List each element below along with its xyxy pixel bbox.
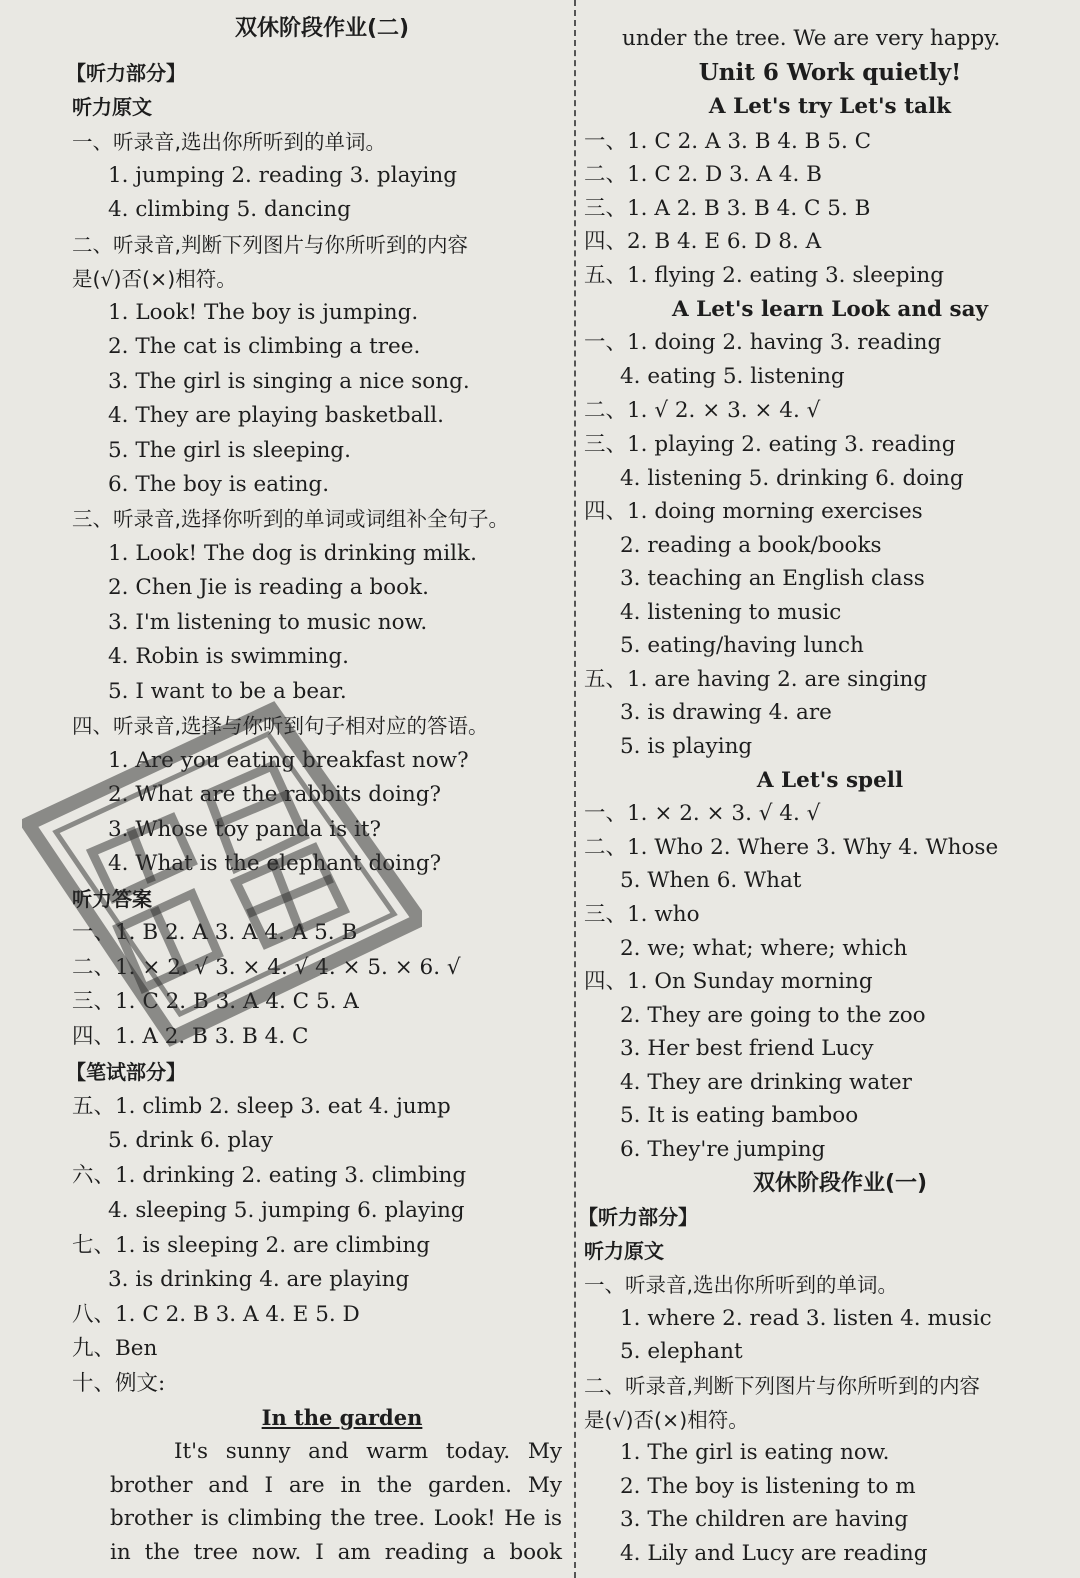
- spell-4d: 4. They are drinking water: [620, 1070, 912, 1095]
- spell-2a: 二、1. Who 2. Where 3. Why 4. Whose: [584, 835, 999, 860]
- essay-title-wrap: [92, 1403, 592, 1434]
- try-talk-2: 二、1. C 2. D 3. A 4. B: [584, 162, 822, 187]
- learn-5b: 3. is drawing 4. are: [620, 700, 832, 725]
- question-4: 四、听录音,选择与你听到句子相对应的答语。: [72, 714, 489, 738]
- learn-4c: 3. teaching an English class: [620, 566, 925, 591]
- learn-5a: 五、1. are having 2. are singing: [584, 667, 928, 692]
- listening-part-heading: 【听力部分】: [66, 61, 186, 85]
- try-talk-4: 四、2. B 4. E 6. D 8. A: [584, 229, 822, 254]
- learn-2: 二、1. √ 2. × 3. × 4. √: [584, 398, 821, 423]
- learn-4b: 2. reading a book/books: [620, 533, 882, 558]
- listening-text-heading: 听力原文: [72, 95, 152, 119]
- listening-answer-1: 一、1. B 2. A 3. A 4. A 5. B: [72, 920, 358, 945]
- q4-sentence-1: 1. Are you eating breakfast now?: [108, 748, 469, 773]
- essay-line-2: brother and I are in the garden. My: [110, 1472, 562, 1498]
- written-9: 九、Ben: [72, 1336, 158, 1361]
- listening-answer-3: 三、1. C 2. B 3. A 4. C 5. A: [72, 989, 359, 1014]
- essay-paragraph: [110, 1435, 562, 1569]
- try-talk-1: 一、1. C 2. A 3. B 4. B 5. C: [584, 129, 872, 154]
- q3-sentence-3: 3. I'm listening to music now.: [108, 610, 428, 635]
- essay-title: In the garden: [261, 1405, 423, 1430]
- listening-answers-heading: 听力答案: [72, 887, 152, 911]
- written-7-line-2: 3. is drinking 4. are playing: [108, 1267, 410, 1292]
- essay-line-3: brother is climbing the tree. Look! He is: [110, 1506, 562, 1531]
- q4-sentence-3: 3. Whose toy panda is it?: [108, 817, 382, 842]
- q3-sentence-2: 2. Chen Jie is reading a book.: [108, 575, 429, 600]
- right-listening-part-heading: 【听力部分】: [578, 1205, 698, 1229]
- written-6-line-2: 4. sleeping 5. jumping 6. playing: [108, 1198, 465, 1223]
- q4-sentence-2: 2. What are the rabbits doing?: [108, 782, 442, 807]
- right-q2-sentence-4: 4. Lily and Lucy are reading: [620, 1541, 928, 1566]
- q2-sentence-4: 4. They are playing basketball.: [108, 403, 444, 428]
- stamp-seal-icon: [22, 692, 422, 1072]
- learn-4d: 4. listening to music: [620, 600, 842, 625]
- learn-4e: 5. eating/having lunch: [620, 633, 864, 658]
- column-divider: [574, 0, 576, 1578]
- written-8: 八、1. C 2. B 3. A 4. E 5. D: [72, 1302, 360, 1327]
- q1-line-2: 4. climbing 5. dancing: [108, 197, 351, 222]
- try-talk-5: 五、1. flying 2. eating 3. sleeping: [584, 263, 944, 288]
- spell-1: 一、1. × 2. × 3. √ 4. √: [584, 801, 821, 826]
- question-1: 一、听录音,选出你所听到的单词。: [72, 130, 387, 154]
- right-q1-line-2: 5. elephant: [620, 1339, 743, 1364]
- spell-3a: 三、1. who: [584, 902, 700, 927]
- question-2-b: 是(√)否(×)相符。: [72, 267, 237, 291]
- right-question-2-b: 是(√)否(×)相符。: [584, 1408, 749, 1432]
- q3-sentence-4: 4. Robin is swimming.: [108, 644, 349, 669]
- q3-sentence-5: 5. I want to be a bear.: [108, 679, 347, 704]
- part-lets-learn: A Let's learn Look and say: [671, 297, 989, 322]
- unit-6-title: Unit 6 Work quietly!: [698, 59, 962, 86]
- q3-sentence-1: 1. Look! The dog is drinking milk.: [108, 541, 477, 566]
- right-question-1: 一、听录音,选出你所听到的单词。: [584, 1273, 899, 1297]
- listening-answer-2: 二、1. × 2. √ 3. × 4. √ 4. × 5. × 6. √: [72, 955, 461, 980]
- right-question-2-a: 二、听录音,判断下列图片与你所听到的内容: [584, 1374, 981, 1398]
- try-talk-3: 三、1. A 2. B 3. B 4. C 5. B: [584, 196, 871, 221]
- q2-sentence-1: 1. Look! The boy is jumping.: [108, 300, 419, 325]
- spell-3b: 2. we; what; where; which: [620, 936, 908, 961]
- part-lets-spell: A Let's spell: [756, 768, 904, 793]
- essay-continuation: under the tree. We are very happy.: [622, 26, 1001, 51]
- right-q1-line-1: 1. where 2. read 3. listen 4. music: [620, 1306, 992, 1331]
- q2-sentence-3: 3. The girl is singing a nice song.: [108, 369, 470, 394]
- right-q2-sentence-1: 1. The girl is eating now.: [620, 1440, 890, 1465]
- written-5-line-1: 五、1. climb 2. sleep 3. eat 4. jump: [72, 1094, 451, 1119]
- learn-5c: 5. is playing: [620, 734, 753, 759]
- learn-3a: 三、1. playing 2. eating 3. reading: [584, 432, 956, 457]
- part-lets-try-talk: A Let's try Let's talk: [708, 94, 952, 119]
- spell-4e: 5. It is eating bamboo: [620, 1103, 859, 1128]
- q1-line-1: 1. jumping 2. reading 3. playing: [108, 163, 458, 188]
- right-q2-sentence-3: 3. The children are having: [620, 1507, 909, 1532]
- learn-3b: 4. listening 5. drinking 6. doing: [620, 466, 964, 491]
- learn-1a: 一、1. doing 2. having 3. reading: [584, 330, 942, 355]
- q2-sentence-6: 6. The boy is eating.: [108, 472, 330, 497]
- spell-4b: 2. They are going to the zoo: [620, 1003, 926, 1028]
- q4-sentence-4: 4. What is the elephant doing?: [108, 851, 442, 876]
- homework-title-2: 双休阶段作业(二): [234, 16, 410, 41]
- written-5-line-2: 5. drink 6. play: [108, 1128, 273, 1153]
- written-7-line-1: 七、1. is sleeping 2. are climbing: [72, 1233, 430, 1258]
- written-10: 十、例文:: [72, 1371, 166, 1396]
- right-listening-text-heading: 听力原文: [584, 1239, 664, 1263]
- q2-sentence-5: 5. The girl is sleeping.: [108, 438, 351, 463]
- spell-2b: 5. When 6. What: [620, 868, 802, 893]
- question-3: 三、听录音,选择你听到的单词或词组补全句子。: [72, 507, 510, 531]
- spell-4c: 3. Her best friend Lucy: [620, 1036, 874, 1061]
- spell-4f: 6. They're jumping: [620, 1137, 826, 1162]
- written-part-heading: 【笔试部分】: [66, 1060, 186, 1084]
- homework-title-1: 双休阶段作业(一): [752, 1171, 928, 1196]
- question-2-a: 二、听录音,判断下列图片与你所听到的内容: [72, 233, 469, 257]
- essay-line-4: in the tree now. I am reading a book: [110, 1539, 562, 1565]
- listening-answer-4: 四、1. A 2. B 3. B 4. C: [72, 1024, 309, 1049]
- learn-4a: 四、1. doing morning exercises: [584, 499, 923, 524]
- written-6-line-1: 六、1. drinking 2. eating 3. climbing: [72, 1163, 467, 1188]
- spell-4a: 四、1. On Sunday morning: [584, 969, 873, 994]
- essay-line-1: It's sunny and warm today. My: [174, 1439, 562, 1464]
- q2-sentence-2: 2. The cat is climbing a tree.: [108, 334, 421, 359]
- learn-1b: 4. eating 5. listening: [620, 364, 845, 389]
- right-q2-sentence-2: 2. The boy is listening to m: [620, 1474, 916, 1499]
